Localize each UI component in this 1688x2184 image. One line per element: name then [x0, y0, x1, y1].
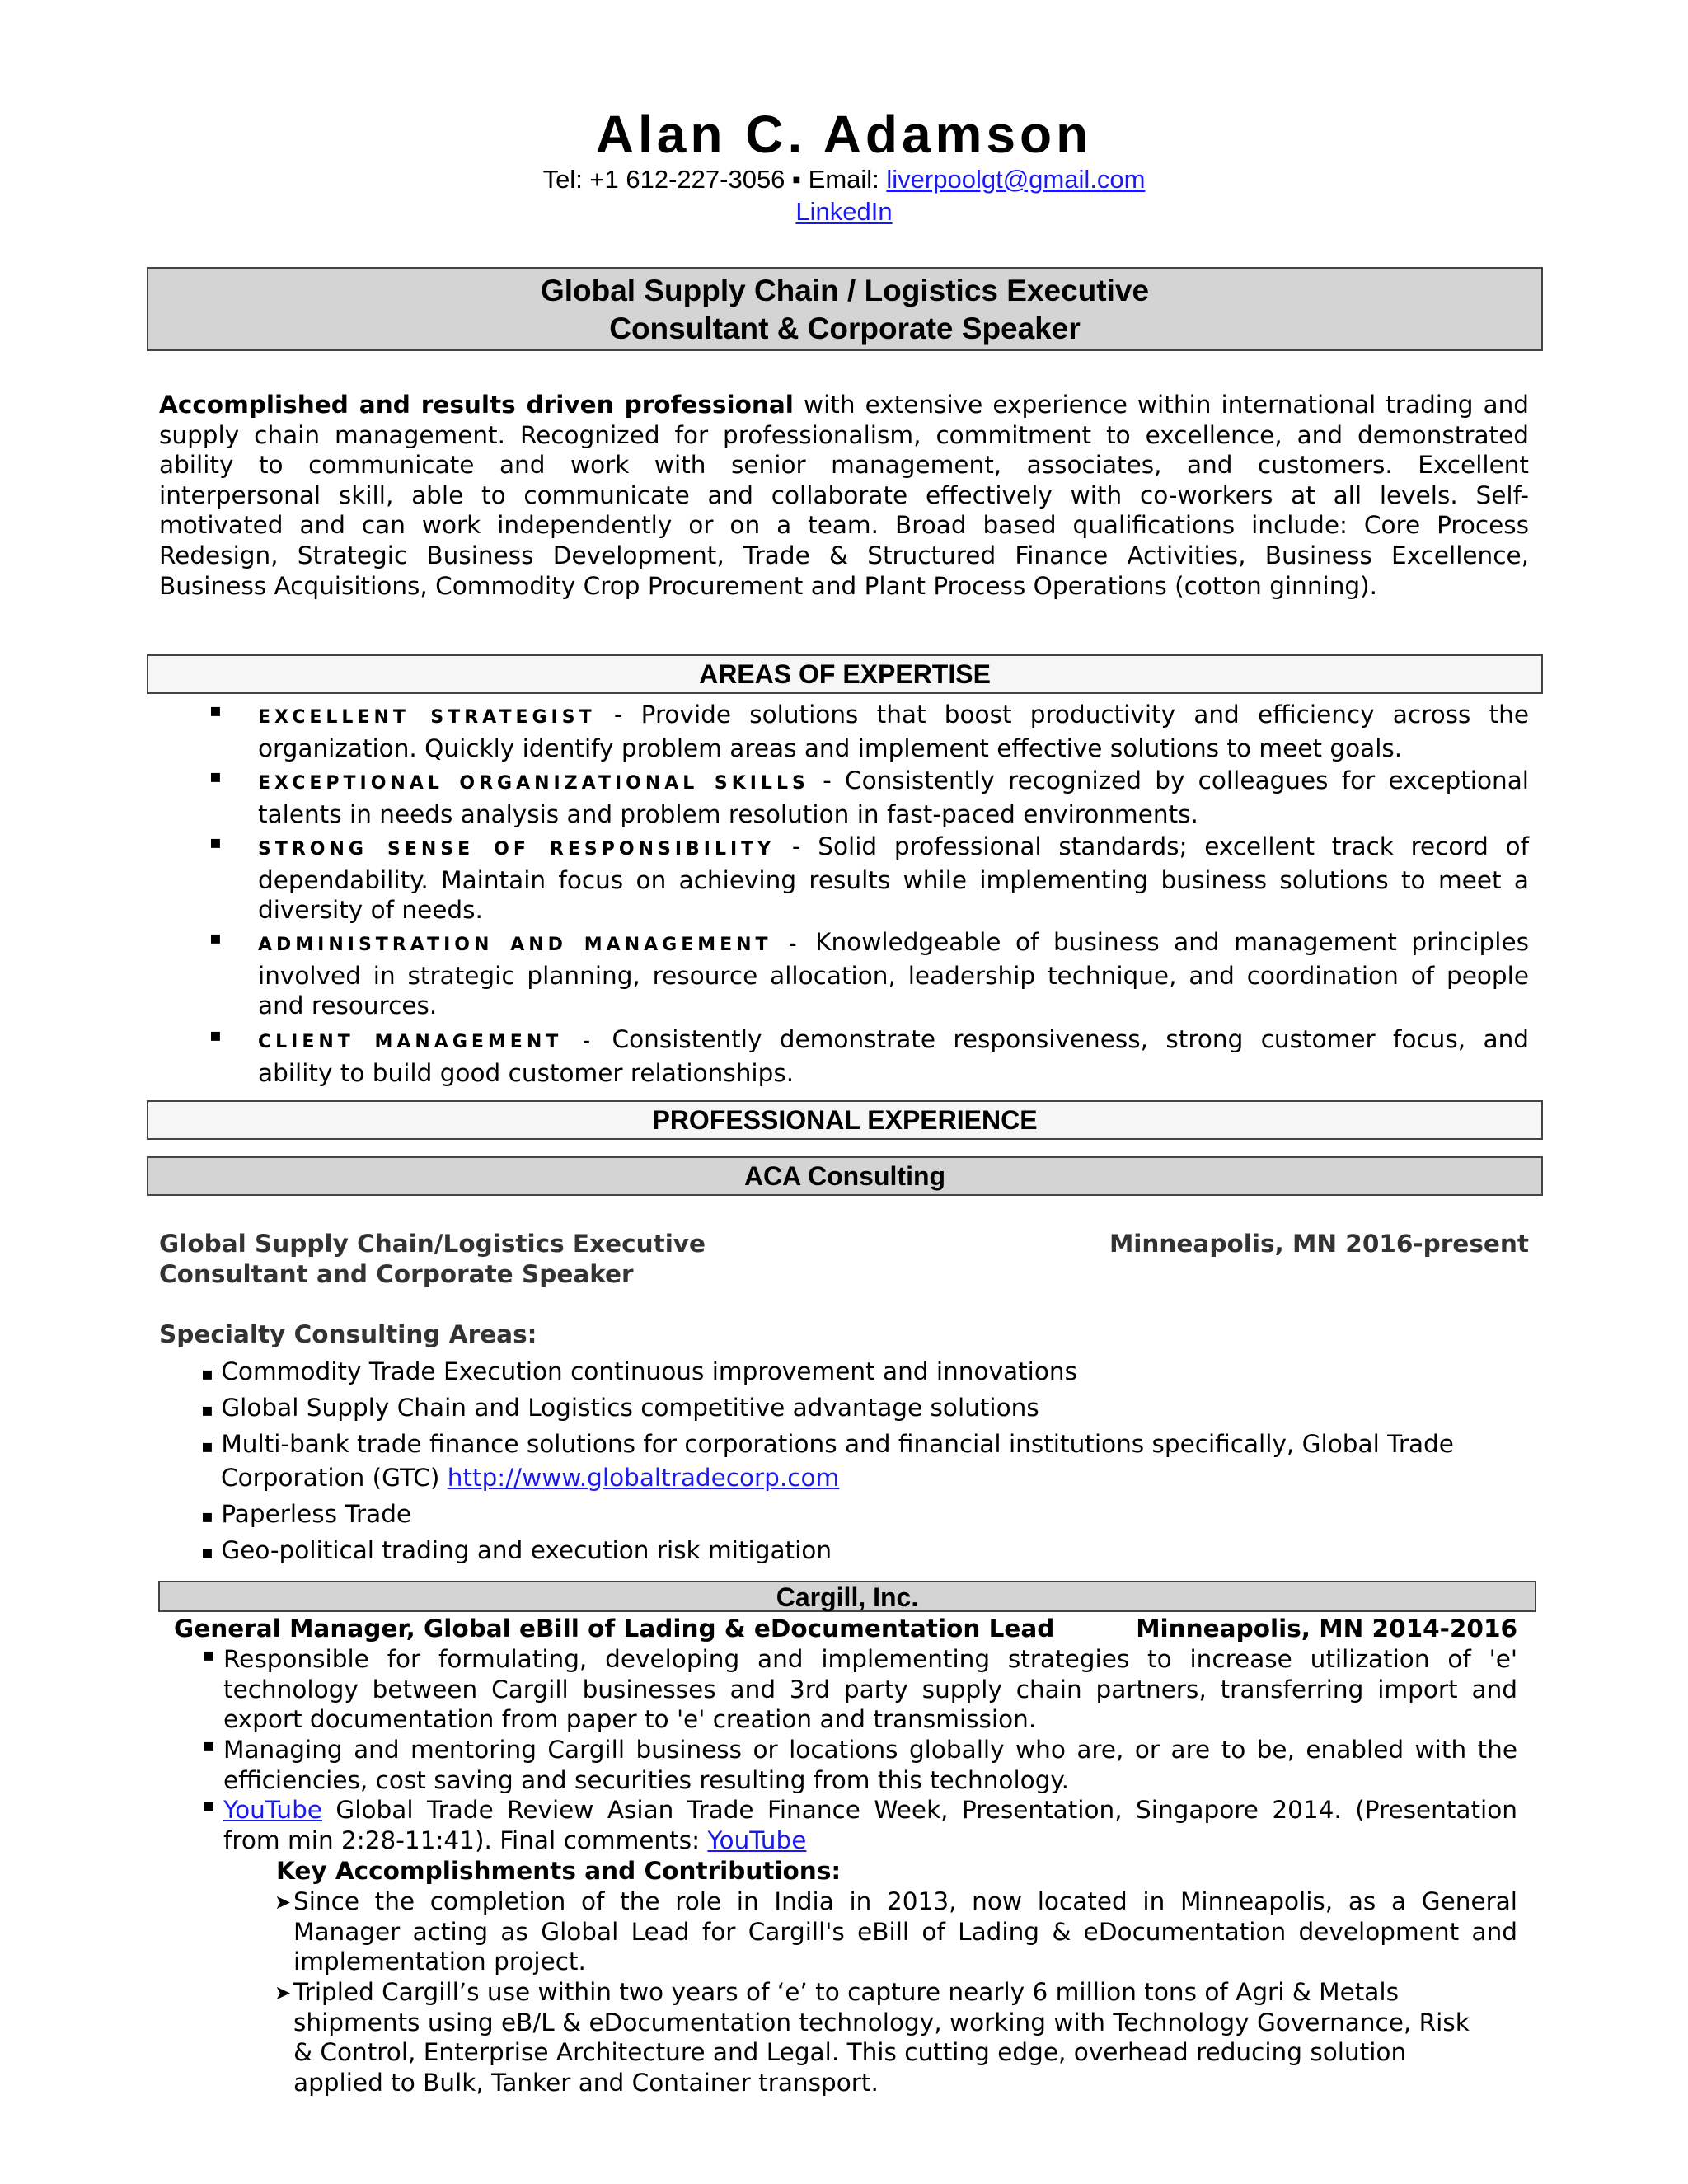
summary-line: Business Acquisitions, Commodity Crop Procurement and Plant Process Operations (cotton ginning).: [159, 571, 1378, 600]
youtube-link[interactable]: YouTube: [223, 1796, 322, 1824]
list-item: ▪ Geo-political trading and execution risk mitigation: [201, 1535, 832, 1564]
bullet-icon: ▪: [201, 1400, 213, 1421]
bullet-icon: ▪: [209, 1025, 222, 1046]
summary-line: Redesign, Strategic Business Development, Trade & Structured Finance Activities, Business Excellence,: [159, 541, 1529, 569]
expertise-item: EXCEPTIONAL ORGANIZATIONAL SKILLS - Consistently recognized by colleagues for exceptional talents in needs analysis and problem resolution in fast-paced environments.: [258, 766, 1529, 828]
gtc-link[interactable]: http://www.globaltradecorp.com: [447, 1463, 840, 1492]
headline-line-2: Consultant & Corporate Speaker: [609, 312, 1081, 345]
summary: [159, 390, 1529, 601]
list-item: ▪ Commodity Trade Execution continuous improvement and innovations: [201, 1357, 1077, 1385]
list-item: ▪ Multi-bank trade finance solutions for corporations and financial institutions specifically, Global Trade: [201, 1430, 1454, 1458]
bullet-icon: ▪: [209, 701, 222, 721]
bullet-icon: ▪: [201, 1436, 213, 1457]
list-item: ▪ Global Supply Chain and Logistics competitive advantage solutions: [201, 1394, 1039, 1422]
experience-section-header: PROFESSIONAL EXPERIENCE: [147, 1100, 1543, 1140]
expertise-label: EXCEPTIONAL ORGANIZATIONAL SKILLS: [258, 773, 809, 794]
cargill-bullet: Managing and mentoring Cargill business or locations globally who are, or are to be, enabled with the efficiencies, cost saving and securities resulting from this technology.: [223, 1736, 1517, 1794]
cargill-location-dates: Minneapolis, MN 2014-2016: [1136, 1615, 1517, 1643]
expertise-label: ADMINISTRATION AND MANAGEMENT -: [258, 935, 801, 955]
company-header-aca: ACA Consulting: [147, 1156, 1543, 1196]
bullet-icon: ▪: [209, 766, 222, 787]
list-item: ▪ Paperless Trade: [201, 1499, 412, 1528]
aca-role: Global Supply Chain/Logistics Executive Consultant and Corporate Speaker: [159, 1230, 706, 1288]
headline-box: [147, 267, 1543, 351]
bullet-icon: ▪: [201, 1542, 213, 1563]
cargill-bullet: YouTube Global Trade Review Asian Trade Finance Week, Presentation, Singapore 2014. (Presentation from min 2:28-11:41). Final comments: YouTube: [223, 1796, 1517, 1854]
bullet-icon: ▪: [203, 1645, 215, 1666]
expertise-label: CLIENT MANAGEMENT -: [258, 1032, 595, 1052]
phone-email-label: Tel: +1 612-227-3056 ▪ Email:: [542, 165, 887, 194]
list-item-continuation: Corporation (GTC) http://www.globaltradecorp.com: [221, 1463, 840, 1492]
summary-line: supply chain management. Recognized for professionalism, commitment to excellence, and demonstrated: [159, 420, 1529, 449]
bullet-icon: ▪: [203, 1796, 215, 1816]
linkedin-link[interactable]: LinkedIn: [795, 197, 893, 226]
youtube-link-final[interactable]: YouTube: [707, 1825, 807, 1854]
summary-line: Accomplished and results driven professional with extensive experience within international trading and: [159, 391, 1529, 419]
cargill-role: General Manager, Global eBill of Lading & eDocumentation Lead: [174, 1615, 1055, 1643]
summary-line: ability to communicate and work with senior management, associates, and customers. Excellent: [159, 451, 1529, 480]
bullet-icon: ▪: [201, 1364, 213, 1385]
contact-line: [0, 165, 1688, 194]
cargill-bullet: Responsible for formulating, developing and implementing strategies to increase utilization of 'e' technology between Cargill businesses and 3rd party supply chain partners, transferring import and export documentation from paper to 'e' creation and transmission.: [223, 1645, 1517, 1734]
expertise-label: EXCELLENT STRATEGIST: [258, 707, 596, 728]
bullet-icon: ▪: [201, 1506, 213, 1527]
specialty-list: [201, 1357, 1553, 1568]
accomplishment-item: Tripled Cargill’s use within two years of ‘e’ to capture nearly 6 million tons of Agri & Metals shipments using eB/L & eDocumentation technology, working with Technology Governance, Risk & Control, Enterprise Architecture and Legal. This cutting edge, overhead reducing solution applied to Bulk, Tanker and Container transport.: [293, 1978, 1470, 2097]
expertise-item: STRONG SENSE OF RESPONSIBILITY - Solid professional standards; excellent track record of dependability. Maintain focus on achieving results while implementing business solutions to meet a diversity of needs.: [258, 832, 1529, 925]
expertise-item: CLIENT MANAGEMENT - Consistently demonstrate responsiveness, strong customer focus, and ability to build good customer relationships.: [258, 1025, 1529, 1087]
headline-line-1: Global Supply Chain / Logistics Executive: [540, 274, 1150, 307]
accomplishment-item: Since the completion of the role in India in 2013, now located in Minneapolis, as a General Manager acting as Global Lead for Cargill's eBill of Lading & eDocumentation development and implementation project.: [293, 1887, 1517, 1976]
expertise-item: ADMINISTRATION AND MANAGEMENT - Knowledgeable of business and management principles involved in strategic planning, resource allocation, leadership technique, and coordination of people and resources.: [258, 928, 1529, 1020]
summary-line: interpersonal skill, able to communicate and collaborate effectively with co-workers at all levels. Self-: [159, 480, 1529, 509]
expertise-item: EXCELLENT STRATEGIST - Provide solutions that boost productivity and efficiency across the organization. Quickly identify problem areas and implement effective solutions to meet goals.: [258, 701, 1529, 762]
aca-location-dates: Minneapolis, MN 2016-present: [1109, 1230, 1529, 1258]
summary-lead: Accomplished and results driven professional: [159, 391, 794, 419]
key-accomplishments-title: Key Accomplishments and Contributions:: [276, 1857, 842, 1885]
linkedin-line: [0, 197, 1688, 227]
bullet-icon: ▪: [209, 928, 222, 949]
specialty-title: Specialty Consulting Areas:: [159, 1320, 537, 1348]
bullet-icon: ▪: [209, 832, 222, 853]
expertise-label: STRONG SENSE OF RESPONSIBILITY: [258, 839, 776, 860]
email-link[interactable]: liverpoolgt@gmail.com: [886, 165, 1146, 194]
summary-line: motivated and can work independently or on a team. Broad based qualifications include: Core Process: [159, 511, 1529, 540]
candidate-name: Alan C. Adamson: [595, 105, 1093, 164]
company-header-cargill: Cargill, Inc.: [158, 1581, 1536, 1612]
arrow-bullet-icon: ➤: [274, 1981, 292, 2004]
bullet-icon: ▪: [203, 1736, 215, 1756]
arrow-bullet-icon: ➤: [274, 1891, 292, 1914]
expertise-section-header: AREAS OF EXPERTISE: [147, 654, 1543, 694]
